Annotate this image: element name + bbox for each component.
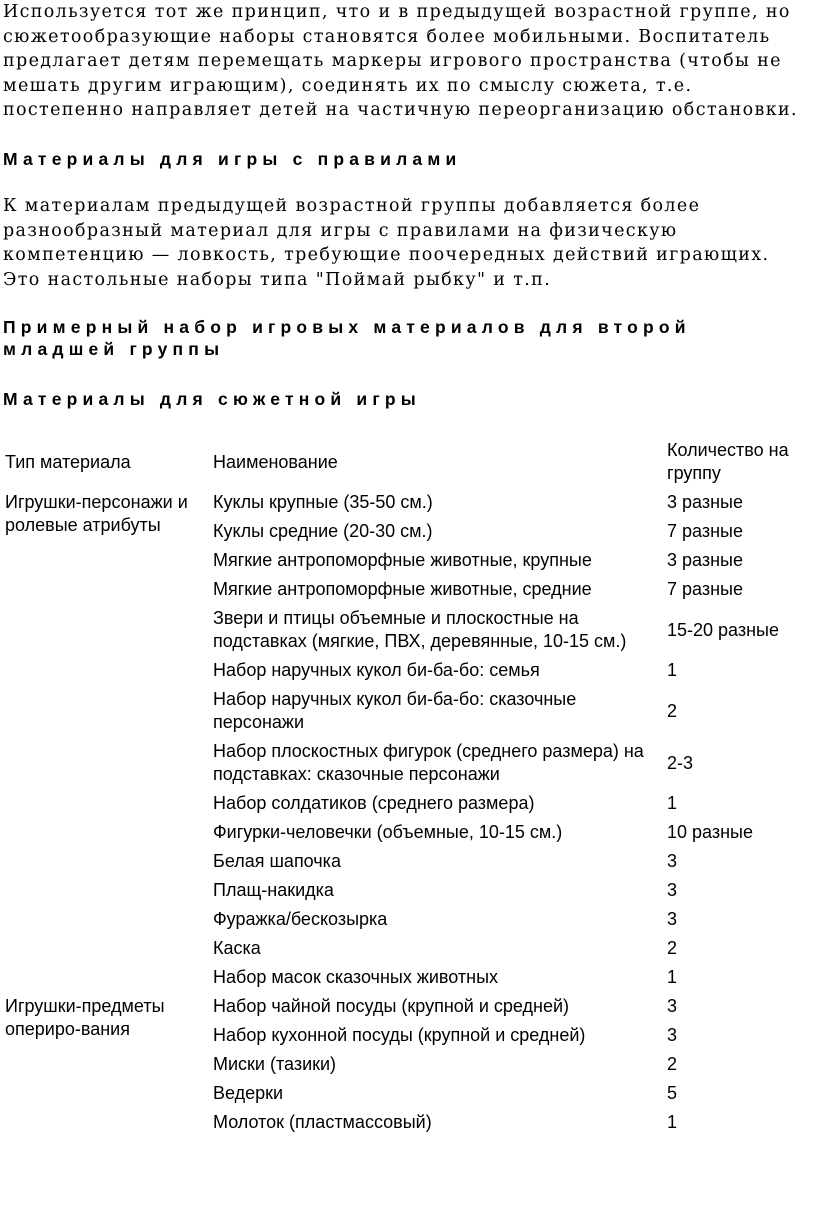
item-name-cell: Мягкие антропоморфные животные, средние [213, 579, 592, 599]
item-name-cell: Набор солдатиков (среднего размера) [213, 793, 535, 813]
item-qty-cell: 1 [667, 660, 678, 680]
table-body [0, 488, 816, 1137]
item-qty-cell: 2 [667, 938, 678, 958]
material-type-cell: Игрушки-предметы опериро-вания [5, 996, 165, 1039]
item-qty-cell: 3 [667, 996, 678, 1016]
item-name-cell: Фуражка/бескозырка [213, 909, 388, 929]
heading-sample-set: Примерный набор игровых материалов для второй младшей группы [3, 317, 691, 359]
heading-rules-games: Материалы для игры с правилами [3, 149, 462, 169]
item-name-cell: Набор масок сказочных животных [213, 967, 499, 987]
materials-table [0, 436, 816, 1137]
item-name-cell: Набор кухонной посуды (крупной и средней) [213, 1025, 586, 1045]
table-header-row [0, 436, 816, 488]
table-row [0, 488, 816, 517]
item-qty-cell: 7 разные [667, 579, 743, 599]
header-qty: Количество на группу [667, 440, 789, 483]
item-name-cell: Набор наручных кукол би-ба-бо: сказочные персонажи [213, 689, 577, 732]
item-name-cell: Ведерки [213, 1083, 284, 1103]
item-qty-cell: 2 [667, 700, 678, 721]
rules-paragraph: К материалам предыдущей возрастной группы добавляется более разнообразный материал для игры с правилами на физическую компетенцию — ловкость, требующие поочередных действий играющих. Это настольные наборы типа "Поймай рыбку" и т.п. [3, 196, 770, 290]
item-qty-cell: 1 [667, 967, 678, 987]
item-qty-cell: 1 [667, 1112, 678, 1132]
item-name-cell: Набор наручных кукол би-ба-бо: семья [213, 660, 540, 680]
item-qty-cell: 5 [667, 1083, 678, 1103]
heading-story-games: Материалы для сюжетной игры [3, 389, 421, 409]
item-name-cell: Миски (тазики) [213, 1054, 337, 1074]
item-name-cell: Куклы средние (20-30 см.) [213, 521, 433, 541]
item-name-cell: Фигурки-человечки (объемные, 10-15 см.) [213, 822, 563, 842]
item-qty-cell: 3 [667, 851, 678, 871]
item-qty-cell: 3 разные [667, 550, 743, 570]
item-qty-cell: 3 разные [667, 492, 743, 512]
item-name-cell: Куклы крупные (35-50 см.) [213, 492, 433, 512]
item-qty-cell: 15-20 разные [667, 619, 779, 640]
material-type-cell: Игрушки-персонажи и ролевые атрибуты [5, 492, 188, 535]
item-name-cell: Плащ-накидка [213, 880, 334, 900]
item-name-cell: Набор чайной посуды (крупной и средней) [213, 996, 570, 1016]
item-name-cell: Набор плоскостных фигурок (среднего размера) на подставках: сказочные персонажи [213, 741, 644, 784]
item-qty-cell: 3 [667, 909, 678, 929]
item-name-cell: Мягкие антропоморфные животные, крупные [213, 550, 592, 570]
item-qty-cell: 7 разные [667, 521, 743, 541]
item-qty-cell: 3 [667, 880, 678, 900]
header-name: Наименование [213, 451, 338, 472]
item-name-cell: Молоток (пластмассовый) [213, 1112, 432, 1132]
item-qty-cell: 1 [667, 793, 678, 813]
item-qty-cell: 3 [667, 1025, 678, 1045]
intro-paragraph: Используется тот же принцип, что и в предыдущей возрастной группе, но сюжетообразующие наборы становятся более мобильными. Воспитатель предлагает детям перемещать маркеры игрового пространства (чтобы не мешать другим играющим), соединять их по смыслу сюжета, т.е. постепенно направляет детей на частичную переорганизацию обстановки. [3, 2, 798, 120]
item-name-cell: Каска [213, 938, 261, 958]
item-qty-cell: 10 разные [667, 822, 753, 842]
item-name-cell: Белая шапочка [213, 851, 341, 871]
header-type: Тип материала [5, 451, 131, 472]
table-row [0, 992, 816, 1021]
item-qty-cell: 2-3 [667, 752, 694, 773]
item-name-cell: Звери и птицы объемные и плоскостные на подставках (мягкие, ПВХ, деревянные, 10-15 см.) [213, 608, 627, 651]
item-qty-cell: 2 [667, 1054, 678, 1074]
